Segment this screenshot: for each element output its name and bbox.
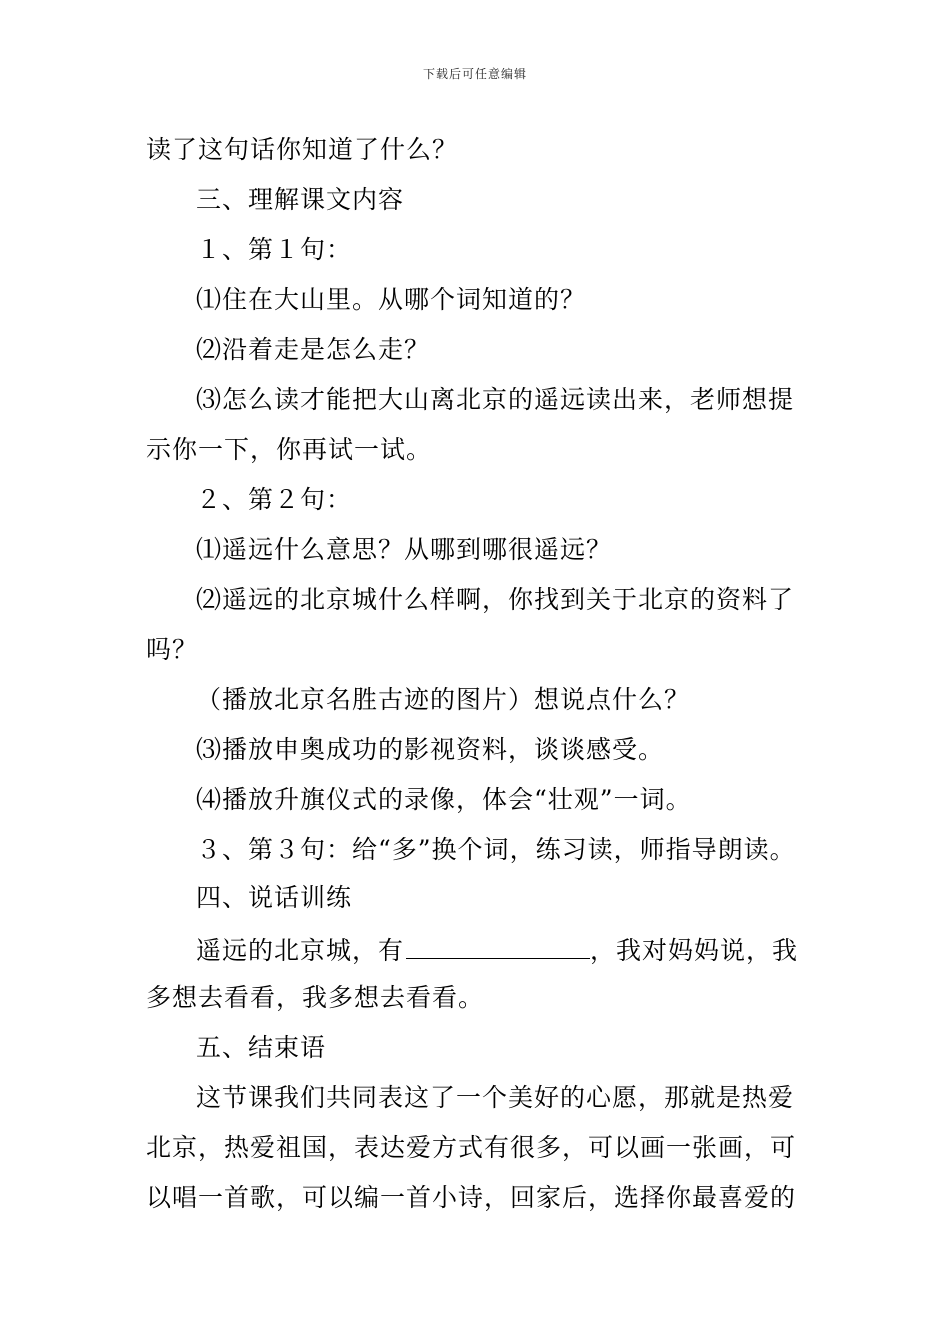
section-heading: 四、说话训练 [196, 883, 353, 912]
subsection-heading: １、第１句： [196, 235, 353, 264]
text-line: 吗？ [146, 635, 199, 664]
text-line: 北京，热爱祖国，表达爱方式有很多，可以画一张画，可 [146, 1133, 797, 1162]
fill-in-prefix: 遥远的北京城，有 [196, 936, 405, 965]
subsection-heading: ２、第２句： [196, 485, 353, 514]
text-line: 以唱一首歌，可以编一首小诗，回家后，选择你最喜爱的 [146, 1183, 797, 1212]
fill-in-line [196, 930, 876, 966]
section-heading: 三、理解课文内容 [196, 185, 405, 214]
page-header: 下载后可任意编辑 [422, 67, 527, 81]
text-line: ⑴住在大山里。从哪个词知道的？ [196, 285, 587, 314]
text-line: 读了这句话你知道了什么？ [146, 135, 459, 164]
text-line: ⑵遥远的北京城什么样啊，你找到关于北京的资料了 [196, 585, 795, 614]
subsection-heading: ３、第３句：给“多”换个词，练习读，师指导朗读。 [196, 835, 796, 864]
text-line: 示你一下，你再试一试。 [146, 435, 433, 464]
text-line: ⑶播放申奥成功的影视资料，谈谈感受。 [196, 735, 665, 764]
text-line: （播放北京名胜古迹的图片）想说点什么？ [196, 685, 691, 714]
fill-in-blank [406, 930, 590, 959]
text-line: ⑴遥远什么意思？从哪到哪很遥远？ [196, 535, 613, 564]
section-heading: 五、结束语 [196, 1033, 327, 1062]
text-line: ⑵沿着走是怎么走？ [196, 335, 431, 364]
text-line: 这节课我们共同表这了一个美好的心愿，那就是热爱 [196, 1083, 795, 1112]
text-line: ⑶怎么读才能把大山离北京的遥远读出来，老师想提 [196, 385, 795, 414]
text-line: 多想去看看，我多想去看看。 [146, 983, 485, 1012]
fill-in-suffix: ，我对妈妈说，我 [590, 936, 799, 965]
text-line: ⑷播放升旗仪式的录像，体会“壮观”一词。 [196, 785, 692, 814]
